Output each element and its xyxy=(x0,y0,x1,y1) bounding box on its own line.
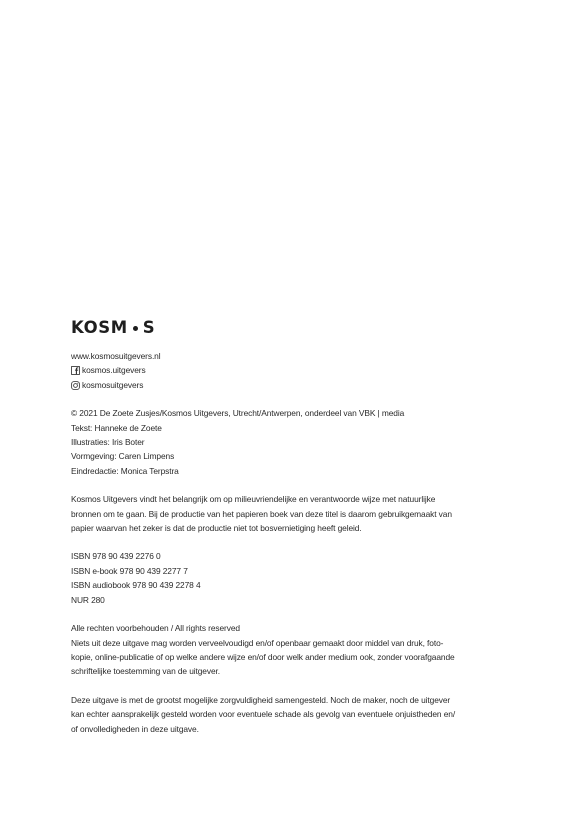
disclaimer-block xyxy=(71,693,521,736)
sustainability-line: papier waarvan het zeker is dat de productie niet tot bosvernietiging heeft geleid. xyxy=(71,523,362,534)
instagram-handle: kosmosuitgevers xyxy=(82,379,144,390)
nur-code: NUR 280 xyxy=(71,594,105,605)
copyright-line: © 2021 De Zoete Zusjes/Kosmos Uitgevers, Utrecht/Antwerpen, onderdeel van VBK | media xyxy=(71,408,405,419)
facebook-row[interactable] xyxy=(71,363,521,377)
isbn-print: ISBN 978 90 439 2276 0 xyxy=(71,551,161,562)
sustainability-line: bronnen om te gaan. Bij de productie van het papieren boek van deze titel is daarom gebruikgemaakt van xyxy=(71,508,452,519)
logo-text-left: KOSM xyxy=(71,317,128,337)
disclaimer-line: kan echter aansprakelijk gesteld worden voor eventuele schade als gevolg van eventuele onjuistheden en/ xyxy=(71,709,456,720)
credit-design: Vormgeving: Caren Limpens xyxy=(71,451,175,462)
rights-line: Niets uit deze uitgave mag worden verveelvoudigd en/of openbaar gemaakt door middel van druk, foto- xyxy=(71,637,444,648)
isbn-ebook: ISBN e-book 978 90 439 2277 7 xyxy=(71,565,188,576)
colophon xyxy=(71,318,521,736)
kosmos-logo xyxy=(71,318,521,338)
rights-heading: Alle rechten voorbehouden / All rights reserved xyxy=(71,623,240,634)
contact-block xyxy=(71,349,521,392)
facebook-icon xyxy=(71,366,80,375)
isbn-audiobook: ISBN audiobook 978 90 439 2278 4 xyxy=(71,580,201,591)
sustainability-line: Kosmos Uitgevers vindt het belangrijk om op milieuvriendelijke en verantwoorde wijze met natuurlijke xyxy=(71,494,436,505)
credit-text: Tekst: Hanneke de Zoete xyxy=(71,422,162,433)
logo-text-right: S xyxy=(142,317,156,337)
rights-block xyxy=(71,621,521,679)
sustainability-block xyxy=(71,492,521,535)
disclaimer-line: Deze uitgave is met de grootst mogelijke zorgvuldigheid samengesteld. Noch de maker, noch de uitgever xyxy=(71,694,451,705)
instagram-row[interactable] xyxy=(71,378,521,392)
credits-block xyxy=(71,406,521,478)
website-link[interactable]: www.kosmosuitgevers.nl xyxy=(71,351,161,361)
isbn-block xyxy=(71,549,521,607)
instagram-icon xyxy=(71,381,80,390)
logo-dot xyxy=(133,326,138,331)
facebook-handle: kosmos.uitgevers xyxy=(82,365,146,376)
credit-illustrations: Illustraties: Iris Boter xyxy=(71,437,145,448)
rights-line: kopie, online-publicatie of op welke andere wijze en/of door welk ander medium ook, zonder voorafgaande xyxy=(71,651,455,662)
credit-editing: Eindredactie: Monica Terpstra xyxy=(71,465,179,476)
rights-line: schriftelijke toestemming van de uitgever. xyxy=(71,666,220,677)
disclaimer-line: of onvolledigheden in deze uitgave. xyxy=(71,723,199,734)
